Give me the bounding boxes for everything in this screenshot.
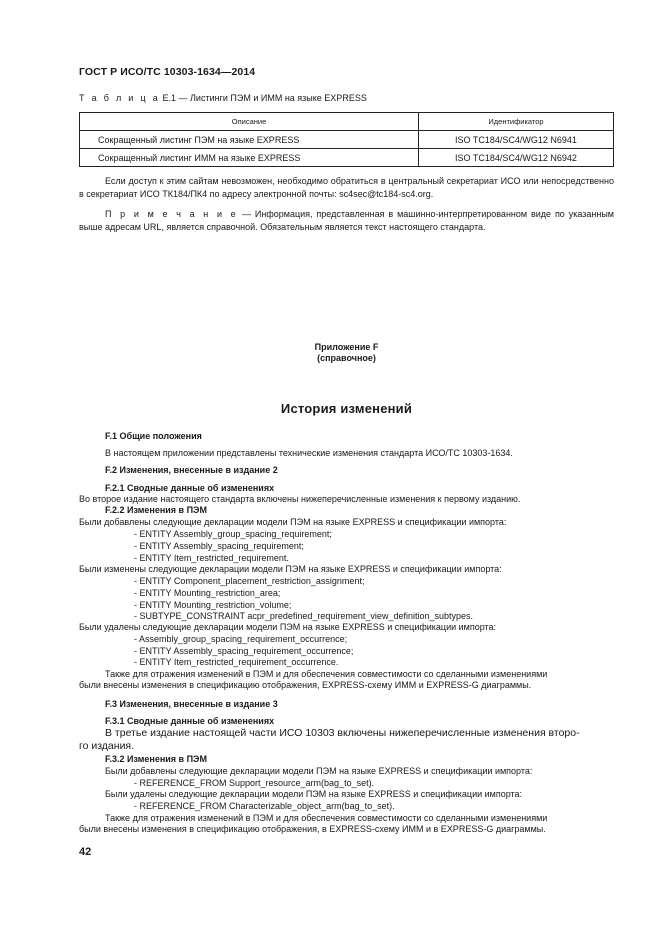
column-header-identifier: Идентификатор bbox=[419, 113, 614, 131]
f22-also-line2: были внесены изменения в спецификацию отображения, EXPRESS-схему ИММ и EXPRESS-G диаграммы. bbox=[79, 680, 532, 690]
section-heading-f2: F.2 Изменения, внесенные в издание 2 bbox=[105, 465, 278, 475]
page-number: 42 bbox=[79, 846, 92, 858]
f31-text-line2: го издания. bbox=[79, 740, 135, 752]
section-heading-f32: F.3.2 Изменения в ПЭМ bbox=[105, 754, 207, 764]
list-item: - ENTITY Assembly_spacing_requirement; bbox=[134, 541, 304, 551]
list-item: - SUBTYPE_CONSTRAINT acpr_predefined_requirement_view_definition_subtypes. bbox=[134, 611, 473, 621]
list-item: - ENTITY Assembly_group_spacing_requirement; bbox=[134, 529, 332, 539]
history-title: История изменений bbox=[280, 401, 413, 416]
note-text: — Информация, представленная в машинно-интерпретированном виде по указанным выше адресам URL, является справочной. Обязательным является текст настоящего стандарта. bbox=[79, 209, 614, 232]
section-heading-f22: F.2.2 Изменения в ПЭМ bbox=[105, 505, 207, 515]
table-row bbox=[80, 131, 614, 149]
f31-text-line1: В третье издание настоящей части ИСО 10303 включены нижеперечисленные изменения второ- bbox=[105, 727, 580, 739]
access-paragraph: Если доступ к этим сайтам невозможен, необходимо обратиться в центральный секретариат ИСО или непосредственно в секретариат ИСО ТК184/ПК4 по адресу электронной почты: sc4sec@tc184-sc4.org. bbox=[79, 176, 614, 199]
section-heading-f1: F.1 Общие положения bbox=[105, 431, 202, 441]
f22-also-line1: Также для отражения изменений в ПЭМ и для обеспечения совместимости со сделанными изменениями bbox=[105, 669, 548, 679]
f32-also-line1: Также для отражения изменений в ПЭМ и для обеспечения совместимости со сделанными изменениями bbox=[105, 813, 548, 823]
list-item: - ENTITY Component_placement_restriction_assignment; bbox=[134, 576, 365, 586]
annex-title: Приложение F bbox=[314, 342, 379, 352]
f1-text: В настоящем приложении представлены технические изменения стандарта ИСО/ТС 10303-1634. bbox=[105, 448, 513, 458]
table-caption bbox=[79, 93, 367, 103]
annex-type: (справочное) bbox=[317, 353, 376, 363]
list-item: - Assembly_group_spacing_requirement_occurrence; bbox=[134, 634, 348, 644]
list-item: - ENTITY Item_restricted_requirement. bbox=[134, 553, 289, 563]
table-cell-identifier: ISO TC184/SC4/WG12 N6941 bbox=[419, 131, 614, 149]
document-header: ГОСТ Р ИСО/ТС 10303-1634—2014 bbox=[79, 66, 256, 78]
f32-added-intro: Были добавлены следующие декларации модели ПЭМ на языке EXPRESS и спецификации импорта: bbox=[105, 766, 533, 776]
column-header-description: Описание bbox=[80, 113, 419, 131]
table-cell-description: Сокращенный листинг ПЭМ на языке EXPRESS bbox=[80, 131, 419, 149]
note-paragraph bbox=[79, 208, 614, 233]
table-cell-identifier: ISO TC184/SC4/WG12 N6942 bbox=[419, 149, 614, 167]
table-header-row bbox=[80, 113, 614, 131]
list-item: - REFERENCE_FROM Characterizable_object_arm(bag_to_set). bbox=[134, 801, 395, 811]
note-label: П р и м е ч а н и е bbox=[105, 209, 239, 219]
section-heading-f21: F.2.1 Сводные данные об изменениях bbox=[105, 483, 275, 493]
list-item: - REFERENCE_FROM Support_resource_arm(bag_to_set). bbox=[134, 778, 375, 788]
f22-removed-intro: Были удалены следующие декларации модели ПЭМ на языке EXPRESS и спецификации импорта: bbox=[79, 622, 497, 632]
table-caption-text: Е.1 — Листинги ПЭМ и ИММ на языке EXPRESS bbox=[162, 93, 367, 103]
table-row bbox=[80, 149, 614, 167]
f22-added-intro: Были добавлены следующие декларации модели ПЭМ на языке EXPRESS и спецификации импорта: bbox=[79, 517, 507, 527]
list-item: - ENTITY Item_restricted_requirement_occurrence. bbox=[134, 657, 339, 667]
list-item: - ENTITY Mounting_restriction_area; bbox=[134, 588, 281, 598]
f21-text: Во второе издание настоящего стандарта включены нижеперечисленные изменения к первому изданию. bbox=[79, 494, 521, 504]
section-heading-f3: F.3 Изменения, внесенные в издание 3 bbox=[105, 699, 278, 709]
listings-table bbox=[79, 112, 614, 167]
list-item: - ENTITY Assembly_spacing_requirement_occurrence; bbox=[134, 646, 354, 656]
table-caption-prefix: Т а б л и ц а bbox=[79, 93, 160, 103]
table-cell-description: Сокращенный листинг ИММ на языке EXPRESS bbox=[80, 149, 419, 167]
f32-removed-intro: Были удалены следующие декларации модели ПЭМ на языке EXPRESS и спецификации импорта: bbox=[105, 789, 523, 799]
f32-also-line2: были внесены изменения в спецификацию отображения, в EXPRESS-схему ИММ и в EXPRESS-G диаграммы. bbox=[79, 824, 546, 834]
list-item: - ENTITY Mounting_restriction_volume; bbox=[134, 600, 292, 610]
f22-changed-intro: Были изменены следующие декларации модели ПЭМ на языке EXPRESS и спецификации импорта: bbox=[79, 564, 502, 574]
section-heading-f31: F.3.1 Сводные данные об изменениях bbox=[105, 716, 275, 726]
